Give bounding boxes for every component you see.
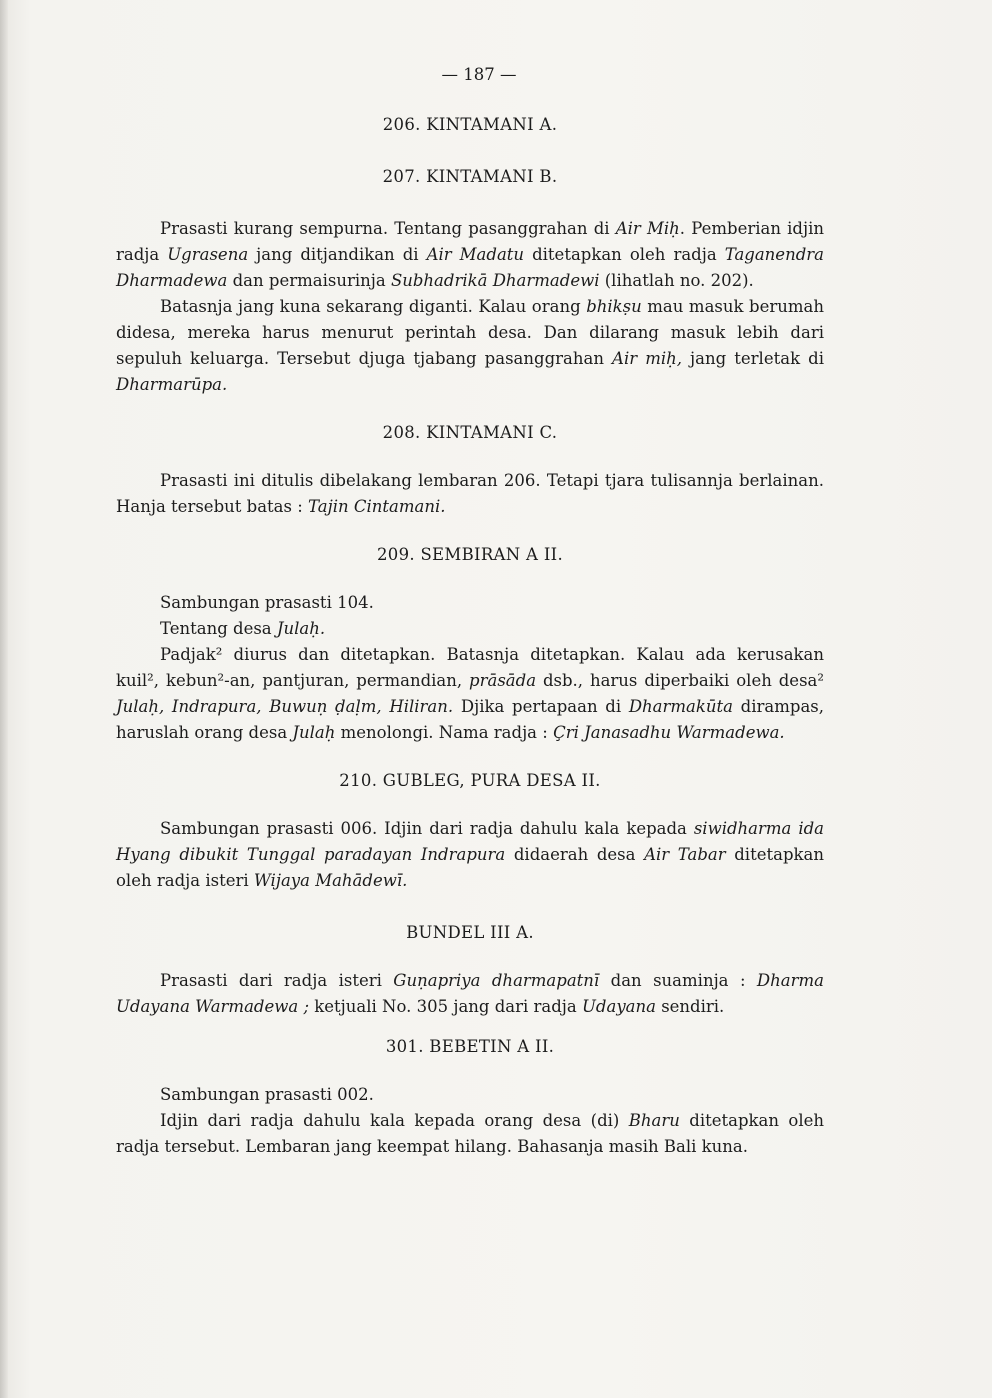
heading-301: 301. BEBETIN A II. [385, 1037, 555, 1056]
page-number: — 187 — [441, 65, 517, 84]
heading-209: 209. SEMBIRAN A II. [376, 545, 564, 564]
heading-206: 206. KINTAMANI A. [382, 115, 558, 134]
paragraph-209-1: Padjak² diurus dan ditetapkan. Batasnja ditetapkan. Kalau ada kerusakan kuil², kebun²-an, pantjuran, permandian, prāsāda dsb., harus diperbaiki oleh desa² Julaḥ, Indrapura, Buwuṇ ḍaḷm, Hiliran. Djika pertapaan di Dharmakūta dirampas, haruslah orang desa Julaḥ menolongi. Nama radja : Çri Janasadhu Warmadewa. [116, 645, 824, 742]
line-209-1: Sambungan prasasti 104. [160, 593, 374, 612]
heading-208: 208. KINTAMANI C. [382, 423, 558, 442]
paragraph-208-1: Prasasti ini ditulis dibelakang lembaran 206. Tetapi tjara tulisannja berlainan. Hanja tersebut batas : Tajin Cintamani. [116, 471, 824, 516]
paragraph-207-1: Prasasti kurang sempurna. Tentang pasanggrahan di Air Miḥ. Pemberian idjin radja Ugrasena jang ditjandikan di Air Madatu ditetapkan oleh radja Taganendra Dharmadewa dan permaisurinja Subhadrikā Dharmadewi (lihatlah no. 202). [116, 219, 825, 290]
heading-bundel: BUNDEL III A. [406, 923, 534, 942]
book-spine-shadow [0, 0, 8, 1398]
paragraph-301-1: Idjin dari radja dahulu kala kepada orang desa (di) Bharu ditetapkan oleh radja tersebut. Lembaran jang keempat hilang. Bahasanja masih Bali kuna. [116, 1111, 824, 1156]
paragraph-210-1: Sambungan prasasti 006. Idjin dari radja dahulu kala kepada siwidharma ida Hyang dibukit Tunggal paradayan Indrapura didaerah desa Air Tabar ditetapkan oleh radja isteri Wijaya Mahādewī. [116, 819, 824, 890]
heading-210: 210. GUBLEG, PURA DESA II. [339, 771, 601, 790]
document-body [116, 62, 824, 1160]
line-209-2: Tentang desa Julaḥ. [160, 619, 326, 638]
line-301-1: Sambungan prasasti 002. [160, 1085, 374, 1104]
paragraph-207-2: Batasnja jang kuna sekarang diganti. Kalau orang bhikṣu mau masuk berumah didesa, mereka harus menurut perintah desa. Dan dilarang masuk lebih dari sepuluh keluarga. Tersebut djuga tjabang pasanggrahan Air miḥ, jang terletak di Dharmarūpa. [116, 297, 824, 394]
paragraph-bundel-1: Prasasti dari radja isteri Guṇapriya dharmapatnī dan suaminja : Dharma Udayana Warmadewa ; ketjuali No. 305 jang dari radja Udayana sendiri. [116, 971, 824, 1016]
heading-207: 207. KINTAMANI B. [382, 167, 558, 186]
